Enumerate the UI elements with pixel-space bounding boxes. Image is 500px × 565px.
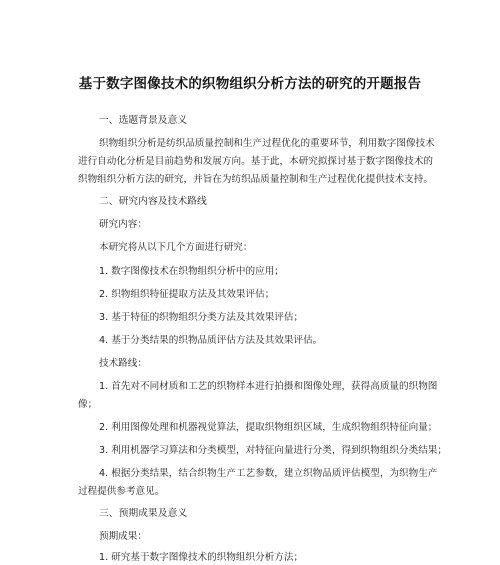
content-item: 2. 织物组织特征提取方法及其效果评估； [99,289,275,300]
content-intro: 本研究将从以下几个方面进行研究： [99,242,253,253]
content-item: 4. 基于分类结果的织物品质评估方法及其效果评估。 [99,335,323,346]
section1-heading: 一、选题背景及意义 [99,115,188,126]
section1-para-line: 织物组织分析方法的研究，并旨在为纺织品质量控制和生产过程优化提供技术支持。 [78,174,433,185]
route-label: 技术路线： [99,358,147,369]
section1-para-line: 进行自动化分析是目前趋势和发展方向。基于此，本研究拟探讨基于数字图像技术的 [78,156,433,167]
route-item-line: 4. 根据分类结果，结合织物生产工艺参数，建立织物品质评估模型，为织物生产 [99,468,438,479]
content-item: 1. 数字图像技术在织物组织分析中的应用； [99,266,284,277]
route-item-line: 2. 利用图像处理和机器视觉算法，提取织物组织区域，生成织物组织特征向量； [99,422,438,433]
results-label: 预期成果： [99,531,147,542]
content-item: 3. 基于特征的织物组织分类方法及其效果评估； [99,312,304,323]
route-item-line: 1. 首先对不同材质和工艺的织物样本进行拍摄和图像处理，获得高质量的织物图 [99,381,438,392]
results-item: 1. 研究基于数字图像技术的织物组织分析方法； [99,552,304,563]
document-title: 基于数字图像技术的织物组织分析方法的研究的开题报告 [78,76,422,92]
route-item-line: 3. 利用机器学习算法和分类模型，对特征向量进行分类，得到织物组织分类结果； [99,445,447,456]
content-label: 研究内容： [99,219,147,230]
route-item-line: 过程提供参考意见。 [78,486,165,497]
section3-heading: 三、预期成果及意义 [99,508,188,519]
section1-para-line: 织物组织分析是纺织品质量控制和生产过程优化的重要环节，利用数字图像技术 [99,138,435,149]
section2-heading: 二、研究内容及技术路线 [99,196,207,207]
route-item-line: 像； [78,399,98,410]
